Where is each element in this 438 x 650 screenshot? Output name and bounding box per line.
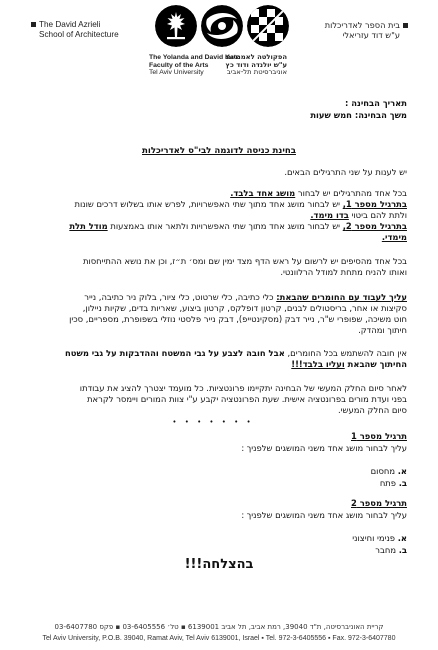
exam-date-label: תאריך הבחינה : [345, 98, 407, 108]
option-letter: ב. [398, 478, 407, 488]
exercise1-emphasis: בדו מימד. [310, 210, 349, 220]
exercise1-option-b [380, 478, 407, 489]
materials-line2: סקיצות או אחר, בריסטולים לבנים, קרטון דופלקס, קרטון ביצוע, שאריות בדים, שקיות ניילון, [82, 303, 407, 313]
exercise1-instruction: עליך לבחור מושג אחד משני המושגים שלפניך : [241, 443, 407, 453]
option-letter: א. [397, 533, 407, 543]
faculty-en-line1: The Yolanda and David Katz [149, 54, 240, 61]
p1-emphasis: מושג אחד בלבד. [230, 188, 296, 198]
school-name-en-line2: School of Architecture [39, 30, 119, 39]
school-name-he-line1: בית הספר לאדריכלות [324, 20, 400, 30]
exercise1-option-a [371, 466, 407, 477]
materials-line1: כלי כתיבה, כלי שרטוט, כלי ציור, בלוק ניר כתיבה, נייר [84, 292, 277, 302]
faculty-name-he [225, 54, 287, 77]
p4-line1: בכל אחד מהסיפים יש לרשום על ראש הדף מצד ימין שם ומס׳ ת״ז, וכן את נושא ההתייחסות [82, 256, 407, 266]
option-text: פנימי וחיצוני [352, 533, 396, 543]
good-luck-text: בהצלחה!!! [184, 557, 254, 572]
warning-paragraph [65, 348, 407, 370]
exercise2-desc: יש לבחור מושג אחד מתוך שתי האפשרויות ולתאר אותו באמצעות [107, 221, 343, 231]
exam-duration: משך הבחינה: חמש שעות [310, 110, 407, 120]
instructions-paragraph-1 [69, 188, 407, 243]
intro-text: יש לענות על שני התרגילים הבאים. [284, 167, 407, 177]
logo-group [155, 5, 289, 49]
school-name-he-line2: ע"ש דוד עזריאלי [342, 30, 400, 40]
warning-emphasis-underlined: ועליו בלבד!!! [291, 359, 345, 369]
school-name-he [325, 20, 408, 40]
presentation-paragraph [80, 383, 407, 416]
presentation-line2: בפני ועדת מורים בפרונטציה אישית. שעת הפרונטציה יקבע ע"י צוות המורים ויימסר לקראת [87, 394, 407, 404]
separator-dots: • • • • • • • [172, 418, 254, 426]
exercise2-instruction: עליך לבחור מושג אחד משני המושגים שלפניך : [241, 510, 407, 520]
option-letter: ב. [398, 545, 407, 555]
warning-emphasis-cont: החיתוך שהבאת [344, 359, 407, 369]
option-text: פתח [379, 478, 397, 488]
tau-emblem-icon [155, 5, 197, 47]
presentation-line3: סיום החלק המעשי. [338, 405, 407, 415]
faculty-en-line3: Tel Aviv University [149, 69, 204, 76]
p4-line2: ואותו להניח מתחת למודל הרלוונטי. [280, 267, 407, 277]
exercise1-label: בתרגיל מספר 1, [342, 199, 407, 209]
option-text: מחסום [370, 466, 396, 476]
exercise2-option-b [375, 545, 407, 556]
exercise1-desc-cont: ולתת להם ביטוי [348, 210, 407, 220]
school-name-en-line1: The David Azrieli [39, 20, 101, 29]
exercise2-label: בתרגיל מספר 2, [342, 221, 407, 231]
exercise1-title: תרגיל מספר 1 [350, 431, 407, 441]
instructions-paragraph-2 [83, 256, 407, 278]
p1-text: בכל אחד מהתרגילים יש לבחור [295, 188, 407, 198]
bullet-square-icon [31, 22, 36, 27]
option-letter: א. [397, 466, 407, 476]
architecture-pattern-icon [247, 5, 289, 47]
warning-text: אין חובה להשתמש בכל החומרים, [284, 348, 407, 358]
materials-paragraph [69, 292, 407, 336]
footer-address-he: קריית האוניברסיטה, ת"ד 39040, רמת אביב, תל אביב 6139001 ▪ טל׳ 03-6405556 ▪ פקס 03-6407780 [54, 623, 384, 631]
materials-line4: חיתוך ומהדק. [358, 325, 407, 335]
exercise2-emphasis-cont: מימדי. [381, 232, 407, 242]
presentation-line1: לאחר סיום החלק המעשי של הבחינה יתקיימו פרונטציות. כל מועמד יצטרך להציג את עבודתו [79, 383, 407, 393]
faculty-he-line2: ע"ש יולנדה ודוד כץ [225, 60, 287, 69]
faculty-en-line2: Faculty of the Arts [149, 61, 209, 69]
warning-emphasis: אבל חובה לצבע על גבי המשטח וההדבקות על גבי משטח [65, 348, 285, 358]
exercise2-option-a [352, 533, 407, 544]
exercise1-desc: יש לבחור מושג אחד מתוך שתי האפשרויות, לפרש אותו בשלוש דרכים שונות [74, 199, 343, 209]
school-name-en [31, 20, 119, 40]
faculty-swirl-icon [201, 5, 243, 47]
materials-line3: חוט משיכה, שפופרי ש"ר, נייר דבק (מסקינטייפ), דבק נייר פלסטי נוזלי בשפופרת, מספריים, סכין [69, 314, 407, 324]
faculty-he-line3: אוניברסיטת תל-אביב [226, 68, 287, 76]
footer-address-en: Tel Aviv University, P.O.B. 39040, Ramat Aviv, Tel Aviv 6139001, Israel ▪ Tel. 972-3-6405556 ▪ Fax. 972-3-6407780 [42, 635, 396, 642]
exercise2-emphasis: מודל תלת [69, 221, 108, 231]
exercise2-title: תרגיל מספר 2 [350, 498, 407, 508]
materials-label: עליך לעבוד עם החומרים שהבאת: [276, 292, 407, 302]
option-text: מחבר [375, 545, 397, 555]
exam-title: בחינת כניסה לדוגמה לבי"ס לאדריכלות [142, 146, 296, 156]
faculty-he-line1: הפקולטה לאמנויות [226, 53, 287, 61]
bullet-square-icon [403, 23, 408, 28]
